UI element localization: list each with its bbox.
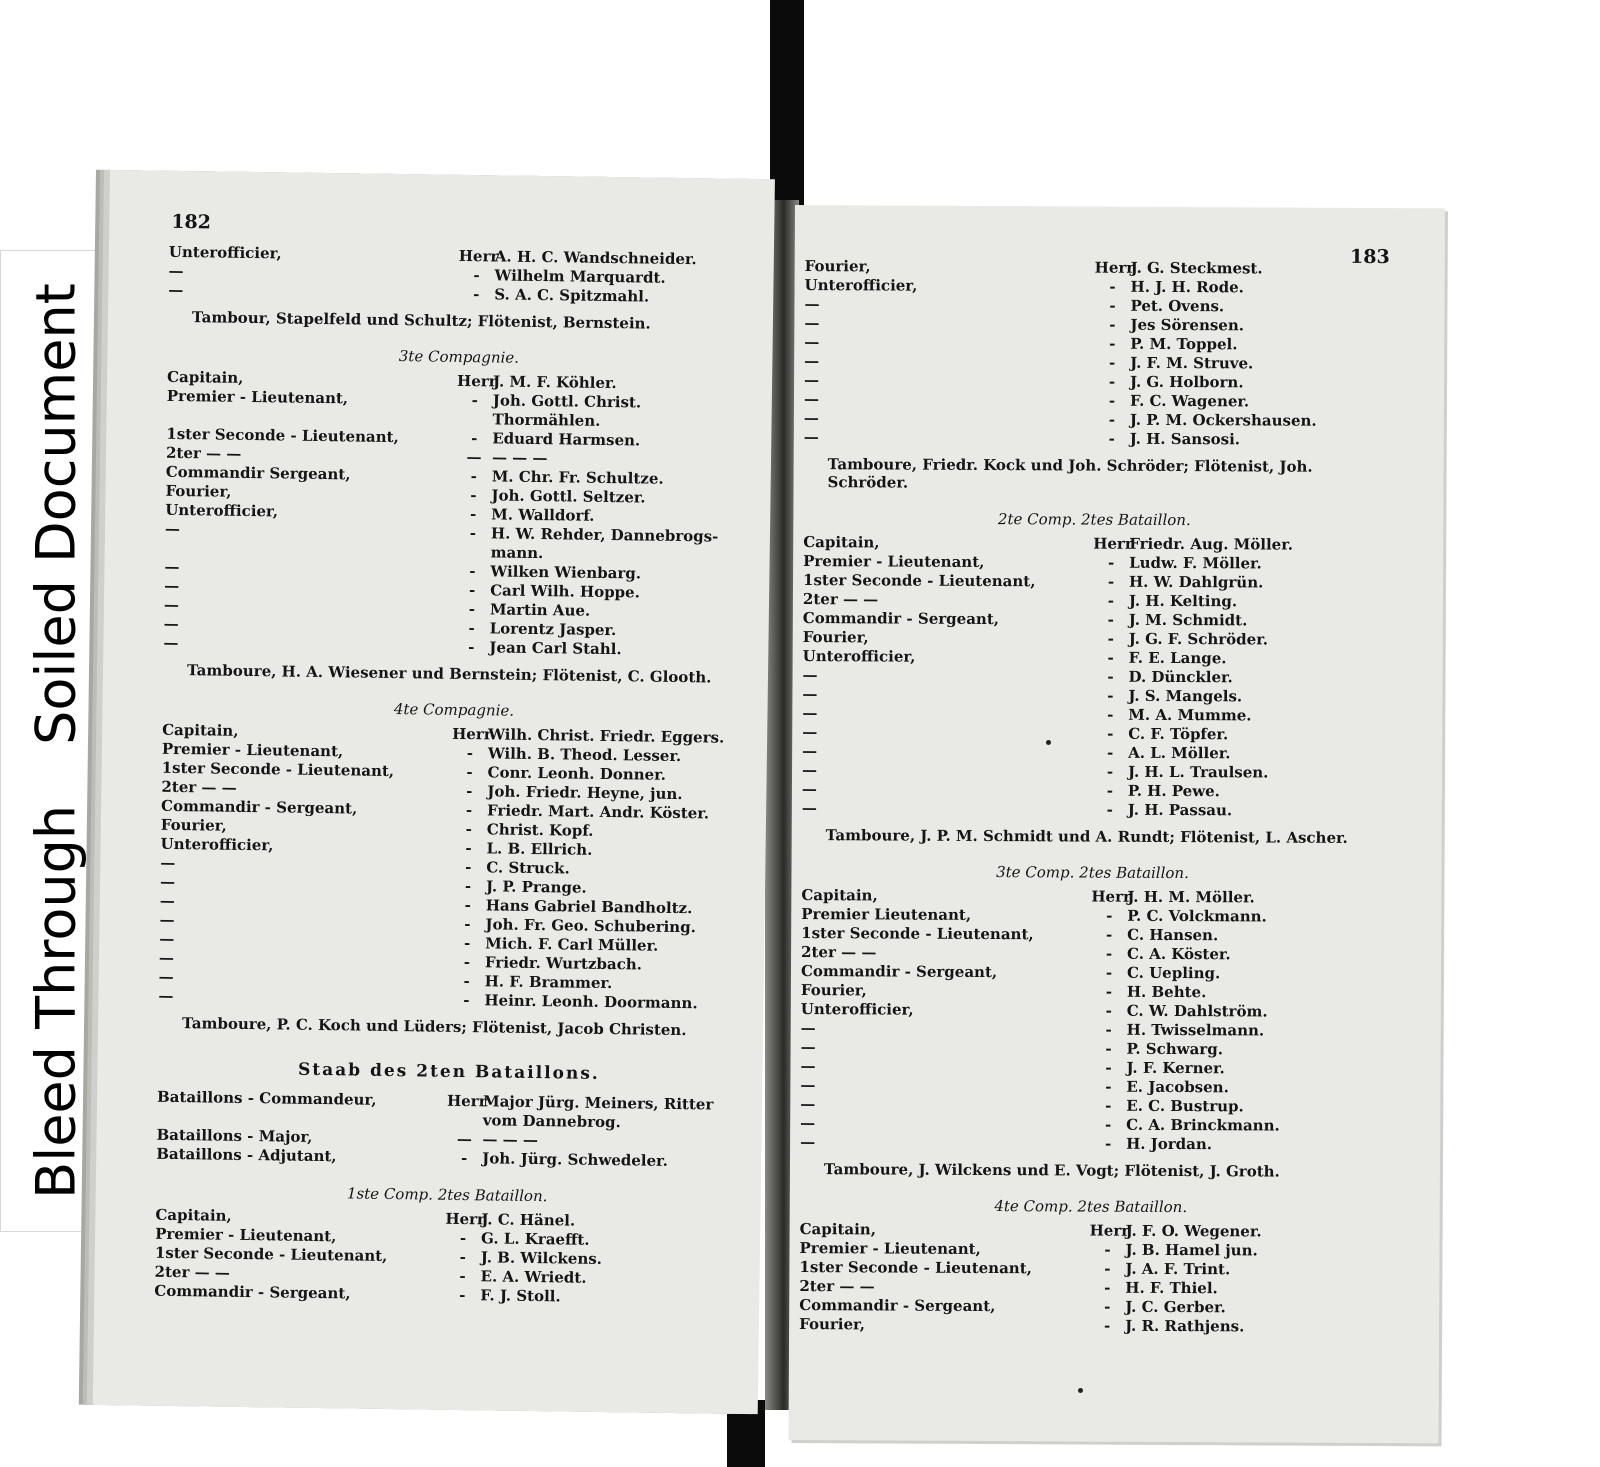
rank-label: —: [801, 799, 817, 818]
honorific: -: [1109, 277, 1116, 296]
rank-label: Premier - Lieutenant,: [803, 552, 985, 571]
rank-label: 2ter — —: [799, 1277, 875, 1296]
honorific: -: [465, 858, 472, 877]
honorific: -: [1107, 572, 1115, 591]
person-name: C. A. Brinckmann.: [1126, 1115, 1280, 1135]
rank-label: —: [800, 1095, 816, 1114]
person-name: J. G. F. Schröder.: [1128, 629, 1269, 649]
person-name: M. A. Mumme.: [1128, 705, 1252, 725]
honorific: -: [1104, 1240, 1111, 1259]
honorific: Herr: [452, 724, 492, 744]
left-page: [93, 170, 775, 1414]
person-name: P. Schwarg.: [1126, 1039, 1223, 1059]
honorific: -: [459, 1285, 466, 1305]
page-content: [154, 243, 752, 1309]
person-name: E. Jacobsen.: [1126, 1077, 1229, 1097]
person-name: Martin Aue.: [489, 600, 591, 620]
rank-label: —: [804, 314, 820, 333]
person-name: J. G. Steckmest.: [1130, 258, 1263, 278]
honorific: -: [1105, 1115, 1112, 1134]
honorific: -: [460, 1148, 468, 1168]
rank-label: —: [804, 352, 820, 371]
honorific: -: [459, 1247, 467, 1267]
company-heading: 4te Comp. 2tes Bataillon.: [994, 1197, 1188, 1217]
rank-label: Commandir - Sergeant,: [802, 609, 1000, 629]
person-name: C. A. Köster.: [1127, 944, 1231, 964]
roster-block: [799, 1220, 1382, 1337]
honorific: [447, 1111, 483, 1131]
rank-label: —: [160, 853, 176, 872]
honorific: -: [464, 896, 472, 915]
honorific: -: [1108, 391, 1116, 410]
right-page: [789, 205, 1445, 1443]
honorific: -: [465, 839, 472, 858]
rank-label: Capitain,: [799, 1220, 877, 1239]
person-name: Pet. Ovens.: [1130, 296, 1225, 316]
honorific: -: [1109, 315, 1116, 334]
rank-label: —: [803, 428, 819, 447]
person-name: Eduard Harmsen.: [492, 429, 641, 450]
person-name: Wilhelm Marquardt.: [494, 266, 666, 287]
ink-speck: [1078, 1388, 1083, 1393]
honorific: -: [470, 486, 477, 505]
honorific: -: [1105, 1001, 1112, 1020]
person-name: Joh. Fr. Geo. Schubering.: [485, 915, 696, 937]
honorific: -: [468, 638, 475, 657]
honorific: Herr: [456, 371, 497, 391]
person-name: H. Twisselmann.: [1126, 1020, 1265, 1040]
person-name: Wilh. Christ. Friedr. Eggers.: [488, 725, 725, 747]
honorific: -: [465, 801, 473, 820]
honorific: -: [465, 820, 473, 839]
honorific: -: [463, 991, 470, 1010]
honorific: -: [466, 782, 473, 801]
rank-label: Commandir Sergeant,: [165, 462, 351, 484]
person-name: A. H. C. Wandschneider.: [494, 247, 697, 269]
honorific: -: [468, 619, 475, 638]
rank-label: —: [804, 333, 820, 352]
person-name: J. H. Sansosi.: [1129, 429, 1241, 449]
honorific: -: [459, 1266, 466, 1286]
rank-label: 2ter — —: [802, 590, 879, 609]
honorific: -: [1109, 353, 1116, 372]
person-name: Jes Sörensen.: [1130, 315, 1245, 335]
rank-label: 1ster Seconde - Lieutenant,: [161, 758, 395, 781]
person-name: H. F. Thiel.: [1125, 1278, 1218, 1298]
rank-label: —: [800, 1133, 816, 1152]
rank-label: Unterofficier,: [800, 1000, 914, 1019]
person-name: J. H. Kelting.: [1128, 591, 1238, 611]
honorific: Herr: [1094, 258, 1135, 277]
honorific: -: [463, 953, 471, 972]
rank-label: Premier - Lieutenant,: [166, 386, 349, 408]
person-name: J. C. Gerber.: [1125, 1297, 1226, 1317]
honorific: -: [1107, 667, 1114, 686]
honorific: -: [466, 763, 473, 782]
tambour-line: Tamboure, Friedr. Kock und Joh. Schröder; Flötenist, Joh. Schröder.: [827, 455, 1313, 492]
person-name: Wilh. B. Theod. Lesser.: [487, 744, 682, 766]
rank-label: —: [800, 1114, 816, 1133]
top-black-band: [770, 0, 804, 232]
rank-label: Bataillons - Adjutant,: [156, 1144, 337, 1166]
rank-label: Bataillons - Major,: [156, 1125, 313, 1146]
label-soiled-document: Soiled Document: [24, 283, 88, 745]
honorific: -: [1105, 963, 1113, 982]
honorific: -: [1105, 982, 1113, 1001]
annotation-text: [25, 283, 88, 1199]
honorific: -: [1109, 334, 1116, 353]
rank-label: 2ter — —: [154, 1262, 231, 1282]
honorific: -: [1106, 800, 1113, 819]
person-name: C. Struck.: [486, 858, 570, 878]
honorific: -: [1108, 372, 1116, 391]
honorific: —: [456, 1129, 473, 1149]
person-name: H. W. Rehder, Dannebrogs-: [490, 524, 719, 546]
honorific: Herr: [445, 1209, 486, 1229]
person-name: J. P. Prange.: [485, 877, 587, 897]
honorific: -: [1104, 1259, 1111, 1278]
company-heading: 2te Comp. 2tes Bataillon.: [997, 510, 1191, 530]
rank-label: Unterofficier,: [804, 276, 918, 295]
person-name: J. S. Mangels.: [1128, 686, 1243, 706]
person-name: J. F. Kerner.: [1126, 1058, 1225, 1078]
page-content: [799, 257, 1387, 1337]
rank-label: Fourier,: [804, 257, 871, 276]
person-name: Friedr. Aug. Möller.: [1129, 534, 1294, 554]
rank-label: Unterofficier,: [160, 834, 274, 855]
rank-label: Fourier,: [160, 815, 227, 835]
roster-block: [800, 886, 1383, 1155]
rank-label: Unterofficier,: [165, 500, 279, 521]
person-name: H. F. Brammer.: [484, 972, 613, 993]
person-name: F. E. Lange.: [1128, 648, 1227, 668]
person-name: H. W. Dahlgrün.: [1128, 572, 1264, 592]
person-name: M. Walldorf.: [491, 505, 595, 525]
rank-label: Premier - Lieutenant,: [155, 1224, 337, 1246]
person-name: Joh. Friedr. Heyne, jun.: [487, 782, 683, 804]
honorific: [455, 543, 491, 563]
rank-label: Commandir - Sergeant,: [154, 1281, 351, 1303]
person-name: H. Behte.: [1126, 982, 1207, 1002]
tambour-line: Tambour, Stapelfeld und Schultz; Flötenist, Bernstein.: [191, 308, 651, 333]
honorific: -: [1108, 410, 1116, 429]
person-name: J. P. M. Ockershausen.: [1129, 410, 1317, 430]
rank-label: —: [802, 704, 818, 723]
person-name: J. B. Hamel jun.: [1125, 1240, 1258, 1260]
roster-row: [802, 799, 1384, 821]
honorific: -: [1103, 1316, 1111, 1335]
rank-label: Fourier,: [799, 1315, 866, 1334]
honorific: -: [473, 266, 480, 285]
person-name: F. C. Wagener.: [1129, 391, 1250, 411]
page-number: 183: [1350, 245, 1390, 269]
person-name: Hans Gabriel Bandholtz.: [485, 896, 693, 918]
rank-label: Commandir - Sergeant,: [161, 796, 358, 818]
honorific: -: [1107, 591, 1115, 610]
rank-label: —: [168, 280, 184, 300]
honorific: -: [468, 600, 476, 619]
person-name: Heinr. Leonh. Doormann.: [484, 991, 698, 1013]
rank-label: —: [158, 948, 175, 967]
honorific: -: [1108, 429, 1115, 448]
person-name: mann.: [490, 543, 544, 563]
rank-label: —: [801, 761, 818, 780]
honorific: -: [464, 877, 472, 896]
person-name: P. M. Toppel.: [1130, 334, 1238, 354]
rank-label: 1ster Seconde - Lieutenant,: [801, 924, 1034, 944]
person-name: Friedr. Mart. Andr. Köster.: [486, 801, 710, 823]
person-name: J. M. Schmidt.: [1128, 610, 1248, 630]
honorific: -: [1104, 1278, 1111, 1297]
rank-label: —: [802, 723, 818, 742]
honorific: -: [1105, 944, 1113, 963]
person-name: G. L. Kraefft.: [480, 1229, 590, 1249]
person-name: C. F. Töpfer.: [1128, 724, 1229, 744]
person-name: S. A. C. Spitzmahl.: [494, 285, 650, 306]
rank-label: —: [168, 261, 184, 281]
rank-label: —: [804, 295, 820, 314]
honorific: -: [471, 429, 478, 448]
rank-label: Commandir - Sergeant,: [800, 962, 998, 982]
roster-block: [168, 243, 752, 308]
honorific: -: [1105, 1020, 1112, 1039]
honorific: —: [466, 448, 482, 467]
rank-label: —: [803, 409, 819, 428]
honorific: -: [1105, 1058, 1112, 1077]
person-name: — — —: [482, 1130, 539, 1150]
rank-label: Bataillons - Commandeur,: [156, 1087, 377, 1109]
person-name: C. Uepling.: [1126, 963, 1221, 983]
rank-label: —: [802, 666, 818, 685]
rank-label: Capitain,: [155, 1205, 232, 1225]
rank-label: —: [158, 967, 174, 986]
person-name: J. F. M. Struve.: [1130, 353, 1254, 373]
honorific: -: [1105, 1077, 1112, 1096]
person-name: Christ. Kopf.: [486, 820, 594, 840]
person-name: L. B. Ellrich.: [486, 839, 593, 859]
tambour-line: Tamboure, P. C. Koch und Lüders; Flötenist, Jacob Christen.: [181, 1014, 687, 1040]
person-name: Carl Wilh. Hoppe.: [490, 581, 641, 602]
honorific: -: [1105, 1096, 1112, 1115]
person-name: E. C. Bustrup.: [1126, 1096, 1244, 1116]
rank-label: —: [800, 1038, 816, 1057]
person-name: J. H. M. Möller.: [1127, 887, 1255, 907]
honorific: -: [1107, 648, 1114, 667]
person-name: Joh. Gottl. Seltzer.: [491, 486, 646, 507]
rank-label: —: [800, 1076, 816, 1095]
honorific: -: [473, 285, 480, 304]
person-name: F. J. Stoll.: [480, 1286, 561, 1306]
honorific: -: [464, 915, 471, 934]
honorific: -: [1104, 1134, 1112, 1153]
roster-block: [804, 257, 1387, 450]
honorific: -: [1106, 925, 1113, 944]
roster-block: [163, 368, 750, 661]
honorific: -: [1107, 610, 1114, 629]
roster-row: [804, 428, 1386, 450]
tambour-line: Tamboure, H. A. Wiesener und Bernstein; Flötenist, C. Glooth.: [186, 661, 712, 687]
person-name: J. A. F. Trint.: [1125, 1259, 1231, 1279]
rank-label: —: [159, 929, 175, 948]
roster-row: [799, 1315, 1381, 1337]
rank-label: Fourier,: [802, 628, 869, 647]
person-name: A. L. Möller.: [1128, 743, 1231, 763]
rank-label: —: [163, 614, 179, 634]
rank-label: 1ster Seconde - Lieutenant,: [799, 1258, 1032, 1278]
roster-row: [800, 1133, 1382, 1155]
person-name: Mich. F. Carl Müller.: [485, 934, 659, 955]
company-heading: 1ste Comp. 2tes Bataillon.: [346, 1184, 548, 1206]
person-name: P. C. Volckmann.: [1127, 906, 1267, 926]
rank-label: —: [159, 910, 175, 929]
person-name: Major Jürg. Meiners, Ritter: [482, 1092, 714, 1114]
honorific: -: [469, 562, 476, 581]
rank-label: 2ter — —: [165, 443, 242, 463]
person-name: D. Dünckler.: [1128, 667, 1233, 687]
rank-label: Capitain,: [803, 533, 880, 552]
person-name: C. Hansen.: [1127, 925, 1219, 945]
rank-label: Premier Lieutenant,: [801, 905, 972, 924]
honorific: -: [466, 744, 474, 763]
rank-label: Commandir - Sergeant,: [799, 1296, 996, 1316]
honorific: -: [1107, 629, 1114, 648]
tambour-line: Tamboure, J. P. M. Schmidt und A. Rundt; Flötenist, L. Ascher.: [825, 826, 1348, 847]
honorific: -: [469, 505, 477, 524]
honorific: -: [1105, 1039, 1112, 1058]
staff-heading: Staab des 2ten Bataillons.: [297, 1059, 600, 1084]
honorific: -: [1107, 553, 1115, 572]
roster-block: [158, 721, 745, 1014]
page-number: 182: [171, 210, 212, 234]
rank-label: Capitain,: [162, 720, 239, 740]
person-name: P. H. Pewe.: [1127, 781, 1220, 801]
honorific: Herr: [1091, 887, 1131, 906]
person-name: J. H. L. Traulsen.: [1127, 762, 1269, 782]
honorific: -: [1107, 705, 1114, 724]
person-name: Joh. Gottl. Christ. Thormählen.: [492, 391, 642, 430]
rank-label: Capitain,: [166, 367, 244, 387]
rank-label: —: [801, 780, 817, 799]
rank-label: —: [164, 519, 181, 539]
rank-label: —: [159, 891, 175, 910]
rank-label: —: [803, 390, 820, 409]
person-name: J. R. Rathjens.: [1125, 1316, 1245, 1336]
rank-label: Unterofficier,: [168, 242, 282, 263]
rank-label: —: [800, 1019, 816, 1038]
person-name: E. A. Wriedt.: [480, 1267, 587, 1287]
honorific: -: [1106, 762, 1114, 781]
rank-label: 1ster Seconde - Lieutenant,: [802, 571, 1036, 591]
tambour-line: Tamboure, J. Wilckens und E. Vogt; Flötenist, J. Groth.: [823, 1160, 1280, 1181]
rank-label: 2ter — —: [801, 943, 877, 962]
company-heading: 3te Compagnie.: [398, 347, 520, 367]
rank-label: Unterofficier,: [802, 647, 916, 666]
honorific: -: [468, 581, 476, 600]
rank-label: —: [164, 557, 180, 577]
person-name: — — —: [491, 448, 548, 468]
rank-label: Fourier,: [800, 981, 867, 1000]
person-name: C. W. Dahlström.: [1126, 1001, 1268, 1021]
honorific: -: [471, 391, 479, 410]
roster-block: [156, 1088, 740, 1172]
honorific: -: [1107, 724, 1114, 743]
honorific: -: [470, 467, 477, 486]
rank-label: —: [163, 595, 180, 615]
honorific: -: [463, 934, 471, 953]
roster-block: [802, 533, 1385, 821]
annotation-label: [0, 250, 112, 1232]
rank-label: Fourier,: [165, 481, 232, 501]
honorific: -: [1109, 296, 1116, 315]
honorific: Herr: [446, 1091, 487, 1111]
rank-label: Premier - Lieutenant,: [161, 739, 344, 761]
rank-label: —: [163, 633, 179, 653]
person-name: H. Jordan.: [1126, 1134, 1213, 1154]
person-name: J. B. Wilckens.: [480, 1248, 603, 1268]
person-name: M. Chr. Fr. Schultze.: [491, 467, 664, 488]
rank-label: —: [802, 742, 818, 761]
honorific: Herr: [458, 246, 499, 266]
person-name: J. G. Holborn.: [1130, 372, 1244, 392]
honorific: -: [459, 1228, 467, 1248]
person-name: J. M. F. Köhler.: [492, 372, 617, 393]
honorific: -: [469, 524, 477, 543]
company-heading: 4te Compagnie.: [393, 700, 515, 720]
honorific: -: [1106, 743, 1114, 762]
roster-block: [154, 1206, 738, 1309]
person-name: J. F. O. Wegener.: [1125, 1221, 1262, 1241]
person-name: H. J. H. Rode.: [1130, 277, 1244, 297]
person-name: Ludw. F. Möller.: [1129, 553, 1262, 573]
rank-label: Capitain,: [801, 886, 878, 905]
honorific: -: [1106, 906, 1113, 925]
rank-label: Premier - Lieutenant,: [799, 1239, 981, 1258]
rank-label: 1ster Seconde - Lieutenant,: [166, 424, 399, 447]
person-name: J. C. Hänel.: [481, 1210, 576, 1230]
person-name: Friedr. Wurtzbach.: [484, 953, 643, 974]
person-name: Lorentz Jasper.: [489, 619, 617, 640]
honorific: -: [1104, 1297, 1111, 1316]
rank-label: —: [159, 872, 176, 891]
honorific: -: [463, 972, 470, 991]
rank-label: —: [804, 371, 820, 390]
rank-label: —: [158, 986, 174, 1005]
honorific: -: [1106, 781, 1114, 800]
person-name: Conr. Leonh. Donner.: [487, 763, 667, 784]
honorific: Herr: [1093, 534, 1133, 553]
rank-label: 1ster Seconde - Lieutenant,: [154, 1243, 388, 1265]
person-name: Joh. Jürg. Schwedeler.: [482, 1149, 668, 1170]
honorific: -: [1107, 686, 1114, 705]
rank-label: 2ter — —: [161, 777, 237, 797]
person-name: J. H. Passau.: [1127, 800, 1233, 820]
rank-label: —: [800, 1057, 816, 1076]
rank-label: —: [802, 685, 818, 704]
company-heading: 3te Comp. 2tes Bataillon.: [996, 863, 1189, 883]
ink-speck: [1046, 740, 1051, 745]
person-name: Jean Carl Stahl.: [489, 638, 622, 659]
person-name: vom Dannebrog.: [482, 1111, 621, 1132]
person-name: Wilken Wienbarg.: [490, 562, 642, 583]
label-bleed-through: Bleed Through: [24, 804, 88, 1199]
rank-label: —: [164, 576, 180, 596]
honorific: Herr: [1089, 1221, 1130, 1240]
